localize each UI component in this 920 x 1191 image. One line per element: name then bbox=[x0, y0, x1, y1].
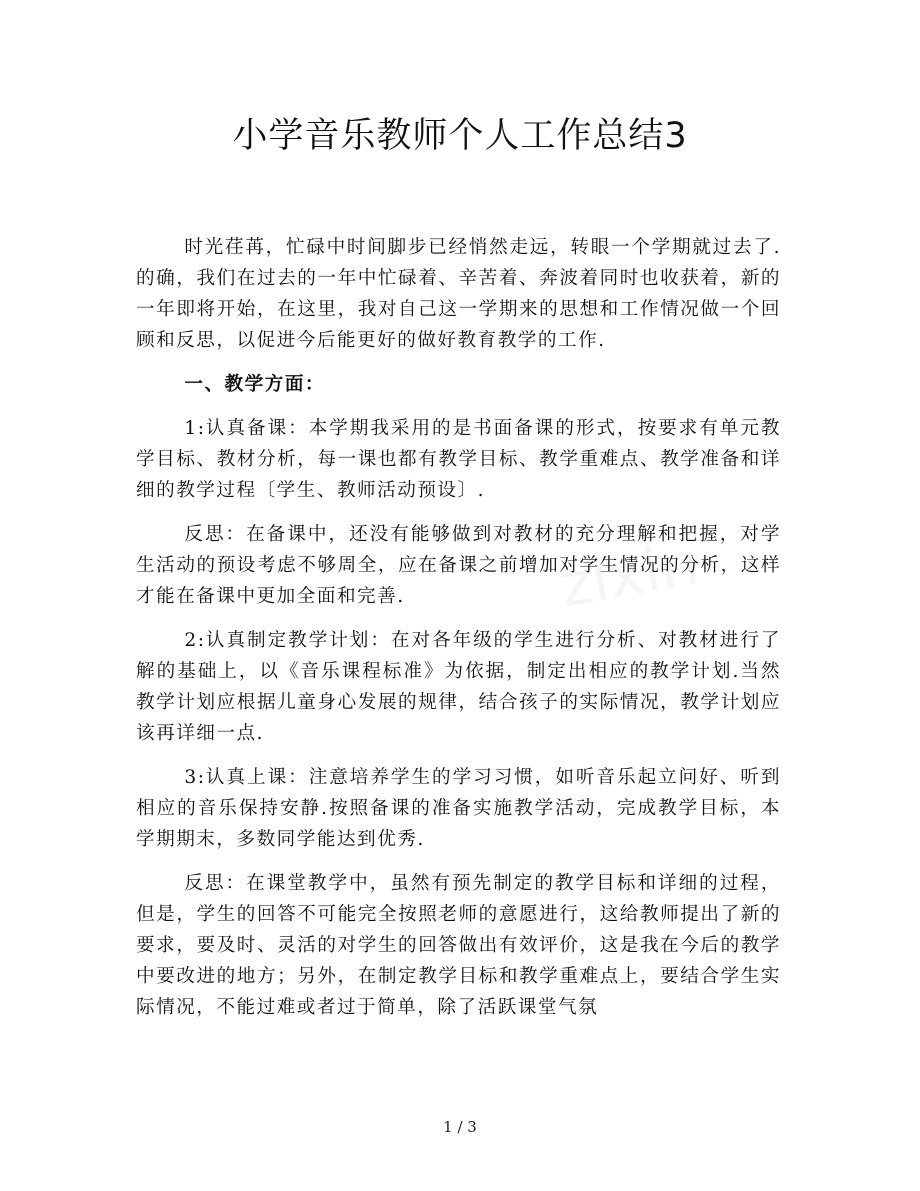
document-title: 小学音乐教师个人工作总结3 bbox=[232, 116, 688, 156]
intro-paragraph: 时光荏苒，忙碌中时间脚步已经悄然走远，转眼一个学期就过去了.的确，我们在过去的一年中忙碌着、辛苦着、奔波着同时也收获着，新的一年即将开始，在这里，我对自己这一学期来的思想和工作情况做一个回顾和反思，以促进今后能更好的做好教育教学的工作. bbox=[136, 237, 781, 351]
paragraph-lesson-prep: 1:认真备课：本学期我采用的是书面备课的形式，按要求有单元教学目标、教材分析，每一课也都有教学目标、教学重难点、教学准备和详细的教学过程〔学生、教师活动预设〕. bbox=[136, 418, 781, 501]
section-heading-teaching: 一、教学方面： bbox=[184, 374, 326, 395]
paragraph-reflection-1: 反思：在备课中，还没有能够做到对教材的充分理解和把握，对学生活动的预设考虑不够周全，应在备课之前增加对学生情况的分析，这样才能在备课中更加全面和完善. bbox=[136, 524, 781, 607]
paragraph-class-teaching: 3:认真上课：注意培养学生的学习习惯，如听音乐起立问好、听到相应的音乐保持安静.按照备课的准备实施教学活动，完成教学目标，本学期期末，多数同学能达到优秀. bbox=[136, 767, 781, 850]
paragraph-reflection-2: 反思：在课堂教学中，虽然有预先制定的教学目标和详细的过程，但是，学生的回答不可能完全按照老师的意愿进行，这给教师提出了新的要求，要及时、灵活的对学生的回答做出有效评价，这是我在今后的教学中要改进的地方；另外，在制定教学目标和教学重难点上，要结合学生实际情况，不能过难或者过于简单，除了活跃课堂气氛 bbox=[136, 873, 781, 1018]
paragraph-teaching-plan: 2:认真制定教学计划：在对各年级的学生进行分析、对教材进行了解的基础上，以《音乐课程标准》为依据，制定出相应的教学计划.当然教学计划应根据儿童身心发展的规律，结合孩子的实际情况，教学计划应该再详细一点. bbox=[136, 630, 781, 744]
document-body bbox=[136, 232, 781, 1036]
page-number: 1 / 3 bbox=[443, 1118, 477, 1136]
